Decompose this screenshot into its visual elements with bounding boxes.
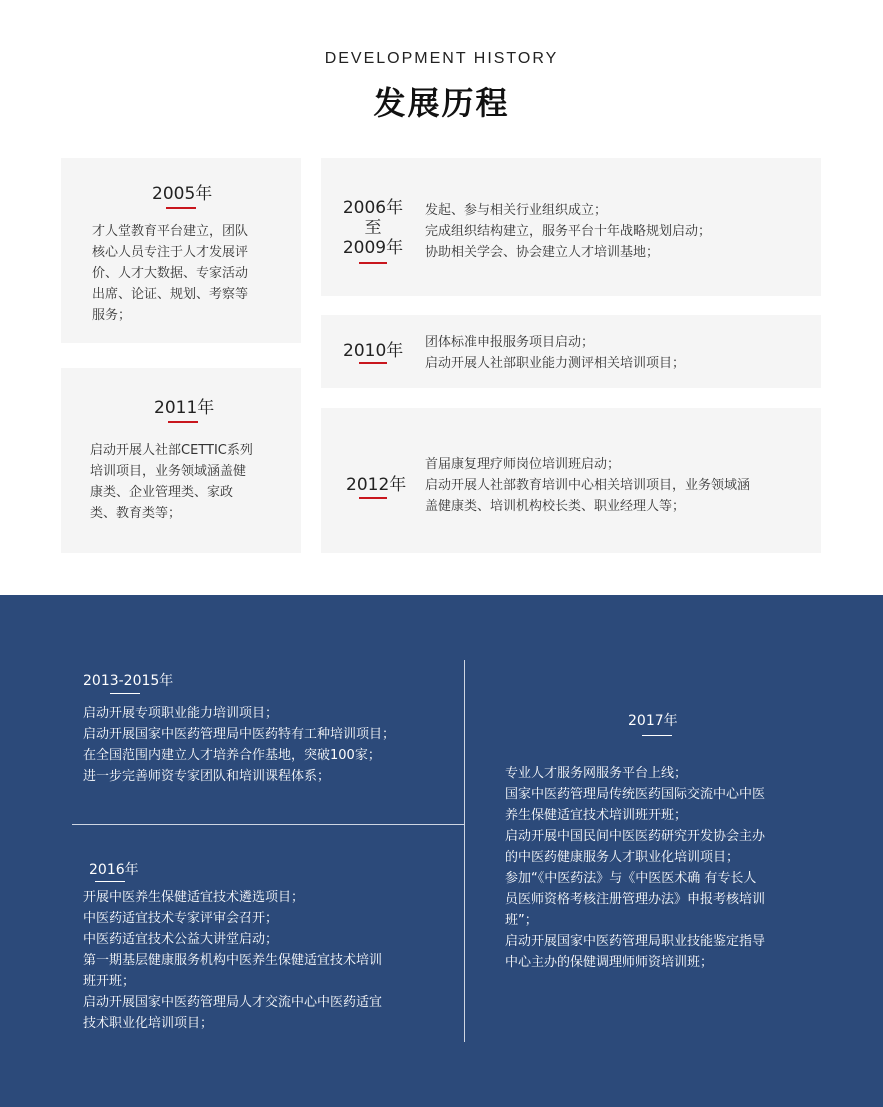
card-2005 [61, 158, 301, 343]
year-end: 2009年 [342, 238, 404, 258]
card-2012 [321, 408, 821, 553]
year-underline [168, 421, 198, 423]
text-line: 技术职业化培训项目； [83, 1016, 214, 1031]
text-line: 班开班； [83, 974, 136, 989]
card-2010 [321, 315, 821, 388]
year-label-2016: 2016年 [89, 862, 139, 878]
text-line: 启动开展专项职业能力培训项目； [83, 706, 279, 721]
card-2011 [61, 368, 301, 553]
blue-section [0, 595, 883, 1107]
text-line: 专业人才服务网服务平台上线； [505, 766, 688, 781]
text-line: 价、人才大数据、专家活动 [92, 266, 249, 281]
text-line: 班”； [505, 913, 538, 928]
year-to: 至 [364, 218, 382, 238]
text-line: 出席、论证、规划、考察等 [92, 287, 249, 302]
text-line: 在全国范围内建立人才培养合作基地，突破100家； [83, 748, 381, 763]
card-2006-2009 [321, 158, 821, 296]
year-label: 2012年 [346, 475, 407, 495]
card-text [92, 221, 248, 326]
text-line: 进一步完善师资专家团队和培训课程体系； [83, 769, 331, 784]
text-line: 养生保健适宜技术培训班开班； [505, 808, 688, 823]
text-line: 盖健康类、培训机构校长类、职业经理人等； [425, 499, 686, 514]
page-title: 发展历程 [373, 84, 510, 122]
year-label: 2011年 [154, 398, 215, 418]
text-line: 才人堂教育平台建立，团队 [92, 224, 249, 239]
text-line: 启动开展人社部CETTIC系列 [90, 443, 253, 458]
year-underline [359, 497, 387, 499]
text-line: 核心人员专注于人才发展评 [92, 245, 249, 260]
text-line: 康类、企业管理类、家政 [90, 485, 234, 500]
text-line: 培训项目，业务领域涵盖健 [90, 464, 247, 479]
text-line: 启动开展国家中医药管理局中医药特有工种培训项目； [83, 727, 396, 742]
block-text-2013-2015 [83, 703, 395, 787]
vertical-divider [464, 660, 465, 1042]
year-underline [359, 362, 387, 364]
year-label: 2005年 [152, 184, 213, 204]
text-line: 中医药适宜技术专家评审会召开； [83, 911, 279, 926]
text-line: 启动开展国家中医药管理局职业技能鉴定指导 [505, 934, 766, 949]
year-label-2013-2015: 2013-2015年 [83, 673, 174, 689]
year-underline [166, 207, 196, 209]
year-underline [642, 735, 672, 736]
text-line: 参加“《中医药法》与《中医医术确 有专长人 [505, 871, 757, 886]
text-line: 的中医药健康服务人才职业化培训项目； [505, 850, 740, 865]
text-line: 服务； [92, 308, 132, 323]
header-english-title: DEVELOPMENT HISTORY [324, 50, 559, 67]
year-range-label [341, 198, 405, 258]
text-line: 首届康复理疗师岗位培训班启动； [425, 457, 621, 472]
text-line: 发起、参与相关行业组织成立； [425, 203, 608, 218]
year-underline [110, 693, 140, 694]
card-text [90, 440, 253, 524]
text-line: 第一期基层健康服务机构中医养生保健适宜技术培训 [83, 953, 383, 968]
year-underline [95, 881, 125, 882]
text-line: 团体标准申报服务项目启动； [425, 335, 595, 350]
text-line: 完成组织结构建立，服务平台十年战略规划启动； [425, 224, 712, 239]
text-line: 国家中医药管理局传统医药国际交流中心中医 [505, 787, 766, 802]
year-start: 2006年 [342, 198, 404, 218]
text-line: 启动开展人社部职业能力测评相关培训项目； [425, 356, 686, 371]
text-line: 启动开展人社部教育培训中心相关培训项目，业务领域涵 [425, 478, 751, 493]
text-line: 中医药适宜技术公益大讲堂启动； [83, 932, 279, 947]
card-text [425, 200, 711, 263]
text-line: 协助相关学会、协会建立人才培训基地； [425, 245, 660, 260]
year-label: 2010年 [343, 341, 404, 361]
block-text-2016 [83, 887, 382, 1034]
text-line: 开展中医养生保健适宜技术遴选项目； [83, 890, 305, 905]
text-line: 中心主办的保健调理师师资培训班； [505, 955, 714, 970]
card-text [425, 454, 750, 517]
card-text [425, 332, 685, 374]
text-line: 员医师资格考核注册管理办法》申报考核培训 [505, 892, 766, 907]
text-line: 启动开展国家中医药管理局人才交流中心中医药适宜 [83, 995, 383, 1010]
year-underline [359, 262, 387, 264]
text-line: 启动开展中国民间中医医药研究开发协会主办 [505, 829, 766, 844]
year-label-2017: 2017年 [628, 713, 678, 729]
block-text-2017 [505, 763, 765, 973]
text-line: 类、教育类等； [90, 506, 182, 521]
horizontal-divider [72, 824, 465, 825]
